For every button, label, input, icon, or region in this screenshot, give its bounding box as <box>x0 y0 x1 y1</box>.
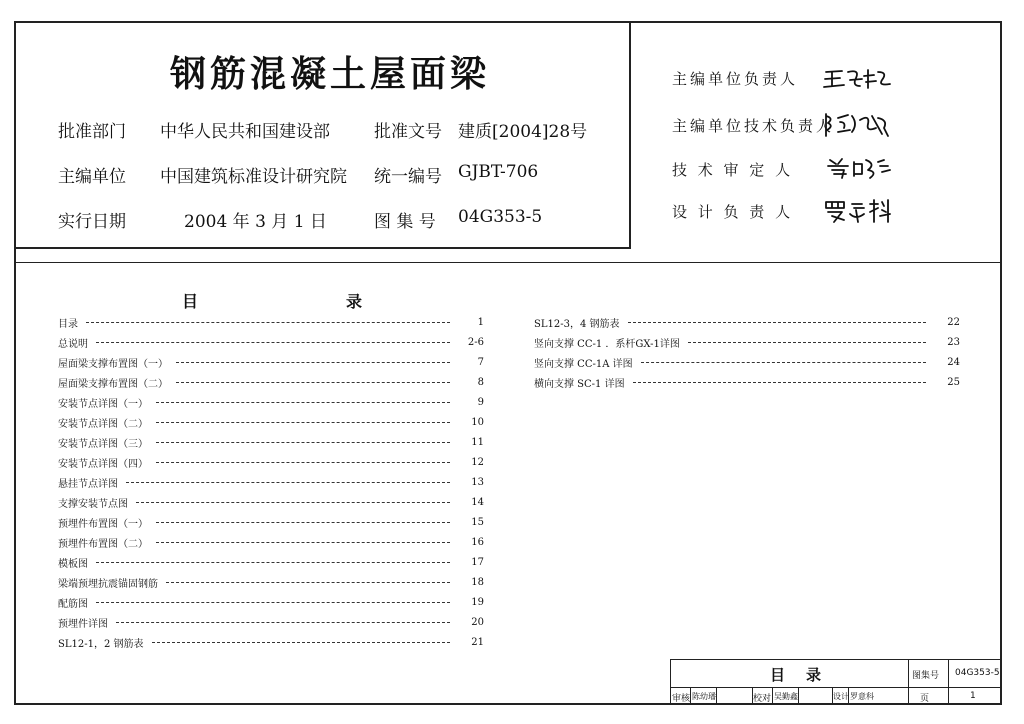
toc-right-column <box>534 312 960 392</box>
frame-left <box>14 21 16 705</box>
toc-heading-right: 录 <box>346 292 363 311</box>
titleblock-left <box>670 659 671 705</box>
section-divider <box>14 262 1002 263</box>
titleblock-atlas-label: 图集号 <box>912 671 940 681</box>
toc-item[interactable]: 梁端预埋抗震锚固钢筋 18 <box>58 576 484 590</box>
toc-item[interactable]: 横向支撑 SC-1 详图 25 <box>534 376 960 390</box>
approval-doc-value: 建质[2004]28号 <box>458 122 588 142</box>
titleblock-atlas-no: 04G353-5 <box>955 668 1000 678</box>
signature-designer <box>822 196 892 224</box>
toc-item[interactable]: 预埋件布置图（一） 15 <box>58 516 484 530</box>
signature-tech-chief <box>822 110 892 138</box>
titleblock-split-a <box>690 687 691 705</box>
approval-dept-value: 中华人民共和国建设部 <box>160 122 330 142</box>
titleblock-split-b <box>716 687 717 705</box>
titleblock-sheet-title-right: 录 <box>806 666 822 684</box>
effective-date-label: 实行日期 <box>58 212 126 232</box>
titleblock-checker: 吴勤鑫 <box>774 692 798 701</box>
titleblock-page-label: 页 <box>920 694 930 704</box>
approval-dept-label: 批准部门 <box>58 122 126 142</box>
toc-item[interactable]: 支撑安装节点图 14 <box>58 496 484 510</box>
frame-bottom <box>14 703 1002 705</box>
drawing-title: 钢筋混凝土屋面梁 <box>169 54 490 95</box>
signature-chief <box>822 64 892 92</box>
toc-item[interactable]: 屋面梁支撑布置图（二） 8 <box>58 376 484 390</box>
toc-item[interactable]: 悬挂节点详图 13 <box>58 476 484 490</box>
header-divider-horizontal <box>14 247 631 249</box>
titleblock-review-label: 审核 <box>672 694 691 704</box>
frame-top <box>14 21 1002 23</box>
toc-item[interactable]: 预埋件布置图（二） 16 <box>58 536 484 550</box>
approval-doc-label: 批准文号 <box>374 122 442 142</box>
titleblock-split-e <box>798 687 799 705</box>
toc-item[interactable]: 竖向支撑 CC-1A 详图 24 <box>534 356 960 370</box>
toc-item[interactable]: 预埋件详图 20 <box>58 616 484 630</box>
titleblock-sheet-title-left: 目 <box>770 666 786 684</box>
effective-date-value: 2004 年 3 月 1 日 <box>184 212 327 232</box>
header-divider-vertical <box>629 21 631 249</box>
toc-item[interactable]: SL12-3，4 钢筋表 22 <box>534 316 960 330</box>
sig-label-designer: 设 计 负 责 人 <box>672 203 794 221</box>
toc-item[interactable]: 竖向支撑 CC-1 ．系杆GX-1详图 23 <box>534 336 960 350</box>
toc-item[interactable]: SL12-1，2 钢筋表 21 <box>58 636 484 650</box>
titleblock-design-label: 设计 <box>833 692 849 701</box>
titleblock-check-label: 校对 <box>753 694 772 704</box>
sig-label-tech-chief: 主编单位技术负责人 <box>672 117 835 135</box>
toc-item[interactable]: 目录 1 <box>58 316 484 330</box>
titleblock-split-d <box>772 687 773 705</box>
toc-item[interactable]: 总说明 2-6 <box>58 336 484 350</box>
sig-label-reviewer: 技 术 审 定 人 <box>672 161 794 179</box>
titleblock-designer: 罗意科 <box>850 692 874 701</box>
frame-right <box>1000 21 1002 705</box>
toc-item[interactable]: 配筋图 19 <box>58 596 484 610</box>
toc-item[interactable]: 屋面梁支撑布置图（一） 7 <box>58 356 484 370</box>
unified-no-label: 统一编号 <box>374 167 442 187</box>
titleblock-top <box>670 659 1002 660</box>
atlas-no-value: 04G353-5 <box>458 207 543 227</box>
unified-no-value: GJBT-706 <box>458 162 539 182</box>
toc-item[interactable]: 模板图 17 <box>58 556 484 570</box>
toc-heading-left: 目 <box>182 292 199 311</box>
toc-item[interactable]: 安装节点详图（四） 12 <box>58 456 484 470</box>
atlas-no-label: 图 集 号 <box>374 212 436 232</box>
editor-unit-label: 主编单位 <box>58 167 126 187</box>
toc-item[interactable]: 安装节点详图（一） 9 <box>58 396 484 410</box>
toc-left-column <box>58 312 484 652</box>
signature-reviewer <box>822 154 892 182</box>
titleblock-split-1 <box>908 659 909 705</box>
titleblock-mid <box>670 687 1002 688</box>
titleblock-page-no: 1 <box>970 691 976 701</box>
titleblock-reviewer: 陈幼璠 <box>692 692 716 701</box>
toc-item[interactable]: 安装节点详图（二） 10 <box>58 416 484 430</box>
titleblock-split-2 <box>948 659 949 705</box>
editor-unit-value: 中国建筑标准设计研究院 <box>160 167 347 187</box>
sig-label-chief: 主编单位负责人 <box>672 70 799 88</box>
toc-item[interactable]: 安装节点详图（三） 11 <box>58 436 484 450</box>
